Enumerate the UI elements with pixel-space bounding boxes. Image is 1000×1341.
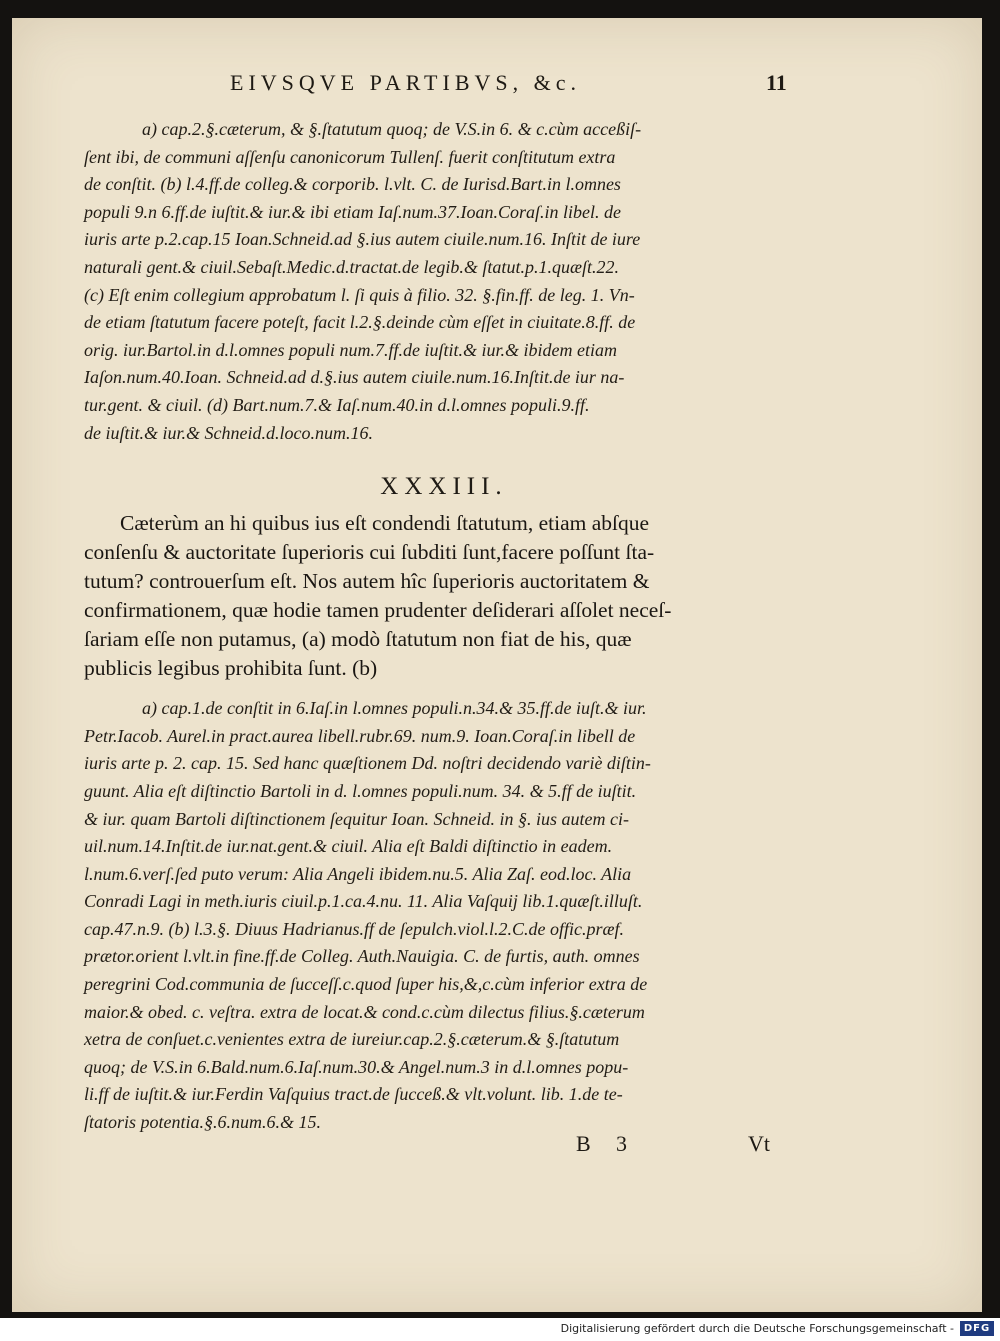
note-line: orig. iur.Bartol.in d.l.omnes populi num.7.ff.de iuſtit.& iur.& ibidem etiam [84,339,618,360]
note-line: quoq; de V.S.in 6.Bald.num.6.Iaſ.num.30.& Angel.num.3 in d.l.omnes popu- [84,1056,629,1077]
note-line: a) cap.1.de conſtit in 6.Iaſ.in l.omnes populi.n.34.& 35.ff.de iuſt.& iur. [142,698,647,719]
dfg-logo: DFG [960,1321,994,1336]
body-line: publicis legibus prohibita ſunt. (b) [84,656,378,681]
signature-number: 3 [616,1131,627,1156]
note-line: cap.47.n.9. (b) l.3.§. Diuus Hadrianus.ff de ſepulch.viol.l.2.C.de offic.præf. [84,918,624,939]
note-line: Iaſon.num.40.Ioan. Schneid.ad d.§.ius autem ciuile.num.16.Inſtit.de iur na- [84,367,625,388]
note-line: iuris arte p. 2. cap. 15. Sed hanc quæſtionem Dd. noſtri decidendo variè diſtin- [84,753,651,774]
note-line: guunt. Alia eſt diſtinctio Bartoli in d. l.omnes populi.num. 34. & 5.ff de iuſtit. [84,780,637,801]
body-paragraph [84,509,804,683]
section-heading: XXXIII. [380,473,508,501]
note-line: Conradi Lagi in meth.iuris ciuil.p.1.ca.4.nu. 11. Alia Vaſquij lib.1.quæſt.illuſt. [84,891,643,912]
note-line: naturali gent.& ciuil.Sebaſt.Medic.d.tractat.de legib.& ſtatut.p.1.quæſt.22. [84,256,619,277]
funding-credit: Digitalisierung gefördert durch die Deutsche Forschungsgemeinschaft - [560,1322,954,1335]
note-line: Petr.Iacob. Aurel.in pract.aurea libell.rubr.69. num.9. Ioan.Coraſ.in libell de [84,725,636,746]
note-line: tur.gent. & ciuil. (d) Bart.num.7.& Iaſ.num.40.in d.l.omnes populi.9.ff. [84,394,590,415]
running-head: EIVSQVE PARTIBVS, &c. [230,70,581,95]
note-line: prætor.orient l.vlt.in fine.ff.de Colleg. Auth.Nauigia. C. de furtis, auth. omnes [84,946,640,967]
note-line: iuris arte p.2.cap.15 Ioan.Schneid.ad §.ius autem ciuile.num.16. Inſtit de iure [84,229,641,250]
note-line: de etiam ſtatutum facere poteſt, facit l.2.§.deinde cùm eſſet in ciuitate.8.ff. de [84,312,636,333]
note-line: ſtatoris potentia.§.6.num.6.& 15. [84,1112,322,1133]
catchword: Vt [748,1131,770,1156]
note-line: maior.& obed. c. veſtra. extra de locat.& cond.c.cùm dilectus filius.§.cæterum [84,1001,645,1022]
footer-bar [0,1318,1000,1341]
footnotes-top [84,116,804,447]
note-line: (c) Eſt enim collegium approbatum l. ſi quis à filio. 32. §.fin.ff. de leg. 1. Vn- [84,284,635,305]
note-line: l.num.6.verſ.ſed puto verum: Alia Angeli ibidem.nu.5. Alia Zaſ. eod.loc. Alia [84,863,632,884]
note-line: ſent ibi, de communi aſſenſu canonicorum Tullenſ. fuerit conſtitutum extra [84,146,616,167]
body-line: conſenſu & auctoritate ſuperioris cui ſubditi ſunt,facere poſſunt ſta- [84,540,655,565]
body-line: ſariam eſſe non putamus, (a) modò ſtatutum non fiat de his, quæ [84,627,632,652]
note-line: a) cap.2.§.cæterum, & §.ſtatutum quoq; de V.S.in 6. & c.cùm acceßiſ- [142,119,642,139]
note-line: li.ff de iuſtit.& iur.Ferdin Vaſquius tract.de ſucceß.& vlt.volunt. lib. 1.de te- [84,1084,623,1105]
note-line: de iuſtit.& iur.& Schneid.d.loco.num.16. [84,422,373,443]
note-line: xetra de conſuet.c.venientes extra de iureiur.cap.2.§.cæterum.& §.ſtatutum [84,1029,620,1050]
text-block [84,116,804,1137]
note-line: uil.num.14.Inſtit.de iur.nat.gent.& ciuil. Alia eſt Baldi diſtinctio in eadem. [84,836,613,857]
note-line: & iur. quam Bartoli diſtinctionem ſequitur Ioan. Schneid. in §. ius autem ci- [84,808,629,829]
page-number: 11 [766,70,787,95]
note-line: de conſtit. (b) l.4.ff.de colleg.& corporib. l.vlt. C. de Iurisd.Bart.in l.omnes [84,174,621,195]
signature-mark: B [576,1131,591,1156]
footnotes-bottom [84,695,804,1137]
note-line: populi 9.n 6.ff.de iuſtit.& iur.& ibi etiam Iaſ.num.37.Ioan.Coraſ.in libel. de [84,201,621,222]
body-line: Cæterùm an hi quibus ius eſt condendi ſtatutum, etiam abſque [120,511,650,536]
body-line: tutum? controuerſum eſt. Nos autem hîc ſuperioris auctoritatem & [84,569,650,594]
note-line: peregrini Cod.communia de ſucceſſ.c.quod ſuper his,&,c.cùm inferior extra de [84,974,648,995]
body-line: confirmationem, quæ hodie tamen prudenter deſiderari aſſolet neceſ- [84,598,672,623]
